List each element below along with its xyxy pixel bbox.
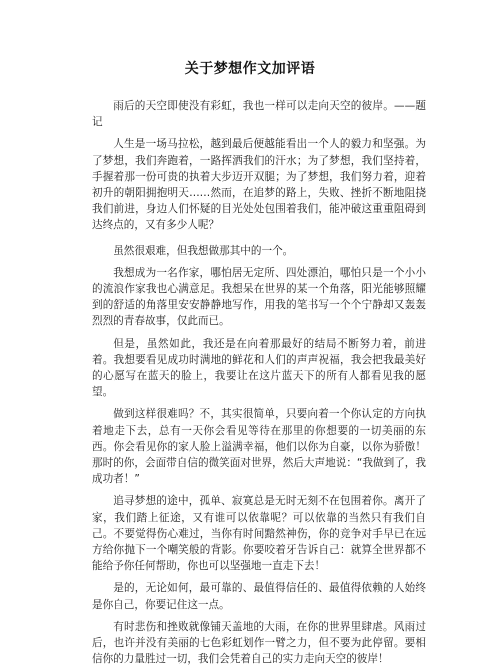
paragraph-is-it-hard: 做到这样很难吗？不，其实很简单，只要向着一个你认定的方向执着地走下去，总有一天你会看见等待在那里的你想要的一切美丽的东西。你会看见你的家人脸上溢满幸福，他们以你为自豪，以你为骄傲！那时的你，会面带自信的微笑面对世界，然后大声地说：“我做到了，我成功者！” [92,408,426,486]
paragraph-want-to-be-one: 虽然很艰难，但我想做那其中的一个。 [113,244,294,257]
paragraph-loneliness: 追寻梦想的途中，孤单、寂寞总是无时无刻不在包围着你。离开了家，我们踏上征途，又有谁可以依靠呢？可以依靠的当然只有我们自己。不要觉得伤心难过，当你有时间黯然神伤，你的竞争对手早已在远方给你抛下一个嘲笑般的背影。你要咬着牙告诉自己：就算全世界都不能给予你任何帮助，你也可以坚强地一直走下去！ [92,495,426,573]
paragraph-rely-on-self: 是的，无论如何，最可靠的、最值得信任的、最值得依赖的人始终是你自己，你要记住这一点。 [92,582,426,611]
paragraph-marathon: 人生是一场马拉松，越到最后便越能看出一个人的毅力和坚强。为了梦想，我们奔跑着，一路挥洒我们的汗水；为了梦想，我们坚持着，手握着那一份可贵的执着大步迈开双腿；为了梦想，我们努力着，迎着初升的朝阳拥抱明天……然而，在追梦的路上，失败、挫折不断地阻挠我们前进，身边人们怀疑的目光处处包围着我们，能冲破这重重阻碍到达终点的，又有多少人呢？ [92,138,426,232]
paragraph-after-the-rain: 有时悲伤和挫败就像铺天盖地的大雨，在你的世界里肆虐。风雨过后，也许并没有美丽的七色彩虹划作一臂之力，但不要为此停留。要相信你的力量胜过一切，我们会凭着自己的实力走向天空的彼岸！ [92,620,426,666]
paragraph-keep-striving: 但是，虽然如此，我还是在向着那最好的结局不断努力着，前进着。我想要看见成功时满地的鲜花和人们的声声祝福，我会把我最美好的心愿写在蓝天的脸上，我要让在这片蓝天下的所有人都看见我的愿望。 [92,337,426,399]
paragraph-epigraph: 雨后的天空即使没有彩虹，我也一样可以走向天空的彼岸。——题记 [92,100,426,129]
document-title: 关于梦想作文加评语 [184,61,316,77]
document-body [92,98,426,668]
paragraph-writer-dream: 我想成为一名作家，哪怕居无定所、四处漂泊，哪怕只是一个小小的流浪作家我也心满意足。我想呆在世界的某一个角落，阳光能够照耀到的舒适的角落里安安静静地写作，用我的笔书写一个个宁静却又轰轰烈烈的青春故事，仅此而已。 [92,266,426,328]
